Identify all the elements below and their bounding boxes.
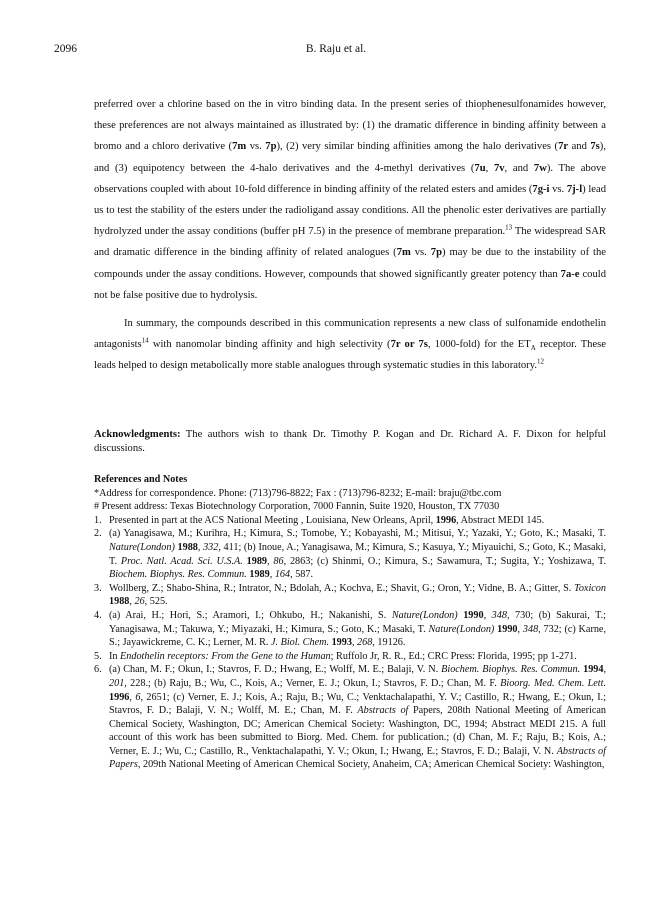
text-run: ; Ruffolo Jr, R. R., Ed.; CRC Press: Florida, 1995; pp 1-271. (330, 650, 577, 662)
text-run: The widespread SAR and dramatic difference in the binding affinity of related analogues ( (94, 226, 606, 259)
running-head: B. Raju et al. (305, 43, 367, 55)
text-run: , (603, 664, 607, 676)
journal-name: Nature(London) (428, 623, 495, 635)
text-run: preferred over a chlorine based on the in vitro binding data. In the present series of thiophenesulfonamides however, these preferences are not always maintained as illustrated by: (1) the dramatic difference in binding affinity between a bromo and a chloro derivative ( (94, 99, 606, 153)
year: 1996 (109, 691, 130, 703)
reference-number: 2. (94, 528, 102, 540)
reference-number: 4. (94, 609, 102, 621)
text-run: , (351, 637, 358, 649)
reference-number: 6. (94, 664, 102, 676)
text-run: could not be false positive due to hydrolysis. (94, 268, 606, 301)
present-address: # Present address: Texas Biotechnology Corporation, 7000 Fannin, Suite 1920, Houston, TX 77030 (94, 501, 500, 513)
text-run: In summary, the compounds described in this communication represents a new class of sulfonamide endothelin antagonists (94, 318, 606, 351)
volume: 268 (357, 637, 373, 649)
main-text (94, 94, 606, 377)
compound-label: 7p (430, 247, 442, 259)
text-run: Papers, 208th National Meeting of American Chemical Society, Washington, DC; American Chemical Society: Washington, DC, 1994; Abstract MEDI 215. A full account of this work has been submitted to Biorg. Med. Chem. for publication.; (d) Chan, M. F.; Raju, B.; Kois, A.; Verner, E. J.; Wu, C.; Castillo, R., Venktachalapathi, Y. V.; Okun, I.; Hwang, E.; Stavros, F. D.; Balaji, V. N. (109, 705, 607, 757)
compound-label: 7u (474, 162, 486, 174)
compound-label: 7m (396, 247, 411, 259)
compound-label: 7v (493, 162, 505, 174)
text-run: (a) Yanagisawa, M.; Kurihra, H.; Kimura, S.; Tomobe, Y.; Kobayashi, M.; Mitisui, Y.; Yazaki, Y.; Goto, K.; Masaki, T. (109, 528, 606, 540)
text-run: ) lead us to test the stability of the esters under the radioligand assay conditions. All the phenolic ester derivatives are partially hydrolyzed under the assay conditions (buffer pH 7.5) in the presence of membrane preparation. (94, 183, 606, 238)
journal-name: J. Biol. Chem. (271, 637, 330, 649)
text-run: receptor. These leads helped to design metabolically more stable analogues through systematic studies in this laboratory. (94, 339, 606, 372)
paragraph-1 (94, 94, 606, 306)
journal-name: Nature(London) (391, 609, 458, 621)
text-run: vs. (410, 247, 431, 259)
text-run: with nanomolar binding affinity and high selectivity ( (148, 339, 391, 351)
text-run: , 2863; (c) Shinmi, O.; Kimura, S.; Sawamura, T.; Sugita, Y.; Yoshizawa, T. (283, 555, 607, 567)
acknowledgments-label: Acknowledgments: (94, 429, 181, 440)
reference-item (94, 609, 606, 650)
compound-label: 7s (590, 141, 600, 153)
journal-name: Bioorg. Med. Chem. Lett. (500, 677, 606, 689)
text-run: ), (2) very similar binding affinities among the halo derivatives ( (276, 141, 559, 153)
paragraph-2 (94, 313, 606, 377)
volume: 201 (109, 677, 125, 689)
year: 1996 (435, 514, 457, 526)
text-run: (a) Arai, H.; Hori, S.; Aramori, I.; Ohkubo, H.; Nakanishi, S. (109, 609, 392, 621)
compound-label: 7p (265, 141, 277, 153)
compound-label: 7w (533, 162, 547, 174)
volume: 348 (522, 623, 539, 635)
volume: 348 (491, 609, 507, 621)
text-run: , (517, 623, 523, 635)
journal-name: Proc. Natl. Acad. Sci. U.S.A. (120, 555, 243, 567)
citation-superscript: 14 (141, 336, 149, 345)
volume: 86 (273, 555, 284, 567)
reference-item (94, 514, 606, 528)
text-run: , and (504, 162, 534, 174)
page-header (54, 43, 618, 59)
text-run: , (483, 609, 492, 621)
text-run: , (485, 162, 494, 174)
compound-label: 7r (558, 141, 569, 153)
volume: 164 (274, 569, 291, 581)
compound-label: 7j-l (566, 183, 583, 195)
text-run: , 19126. (372, 637, 406, 649)
text-run: , Abstract MEDI 145. (456, 514, 545, 526)
compound-label: 7a-e (560, 268, 580, 280)
reference-item (94, 650, 606, 664)
text-run: , (129, 596, 135, 608)
text-run: , 228.; (b) Raju, B.; Wu, C., Kois, A.; Verner, E. J.; Okun, I.; Stavros, F. D.; Chan, M. F. (124, 677, 501, 689)
compound-label: 7g-i (532, 183, 550, 195)
journal-name: Abstracts of (357, 705, 409, 717)
year: 1994 (583, 664, 604, 676)
compound-label: 7r or 7s (390, 339, 428, 351)
year: 1993 (331, 637, 352, 649)
reference-item (94, 663, 606, 772)
text-run: , 2651; (c) Verner, E. J.; Kois, A.; Raju, B.; Wu, C.; Venktachalapathi, Y. V.; Castillo, R.; Hwang, E.; Okun, I.; Stavros, F. D.; Balaji, V. N.; Wolff, M. E.; Chan, M. F. (109, 691, 606, 717)
reference-number: 5. (94, 650, 102, 662)
citation-superscript: 12 (536, 357, 544, 366)
journal-name: Biochem. Biophys. Res. Commun. (109, 569, 247, 581)
reference-item (94, 582, 606, 609)
text-run: vs. (549, 183, 567, 195)
text-run: , 730; (b) Sakurai, T.; Yanagisawa, M.; Takuwa, Y.; Miyazaki, H.; Kimura, S.; Goto, K.; Masaki, T. (109, 609, 606, 635)
acknowledgments (94, 428, 606, 456)
references-title: References and Notes (94, 474, 188, 485)
text-run: , (269, 569, 275, 581)
journal-name: Nature(London) (109, 541, 175, 553)
reference-number: 1. (94, 514, 102, 526)
volume: 6 (135, 691, 141, 703)
text-run: , 1000-fold) for the ET (427, 339, 531, 351)
page-number: 2096 (54, 43, 77, 55)
compound-label: 7m (232, 141, 247, 153)
year: 1990 (463, 609, 484, 621)
year: 1988 (109, 596, 130, 608)
year: 1988 (177, 541, 198, 553)
reference-item (94, 527, 606, 581)
journal-name: Toxicon (574, 582, 606, 594)
text-run: , 732; (c) Karne, S.; Jayawickreme, C. K.; Lerner, M. R. (109, 623, 606, 649)
text-run: ) may be due to the instability of the compounds under the assay conditions. However, compounds that showed significantly greater potency than (94, 247, 606, 280)
text-run: , 209th National Meeting of American Chemical Society, Anaheim, CA; American Chemical Society: Washington, (137, 759, 605, 771)
text-run: ). The above observations coupled with about 10-fold difference in binding affinity of the related esters and amides ( (94, 162, 607, 195)
references-section (94, 473, 606, 772)
year: 1990 (497, 623, 518, 635)
journal-name: Abstracts of Papers (109, 745, 606, 771)
correspondence-address: *Address for correspondence. Phone: (713)796-8822; Fax : (713)796-8232; E-mail: braju@tbc.com (94, 487, 502, 499)
volume: 26 (134, 596, 145, 608)
journal-name: Biochem. Biophys. Res. Commun. (441, 664, 581, 676)
text-run: vs. (246, 141, 266, 153)
text-run: (a) Chan, M. F.; Okun, I.; Stavros, F. D.; Hwang, E.; Wolff, M. E.; Balaji, V. N. (109, 664, 442, 676)
citation-superscript: 13 (505, 223, 513, 232)
text-run: , (197, 541, 204, 553)
acknowledgments-text: The authors wish to thank Dr. Timothy P. Kogan and Dr. Richard A. F. Dixon for helpful discussions. (94, 429, 606, 454)
subscript: A (530, 344, 536, 353)
text-run: ), and (3) equipotency between the 4-halo derivatives and the 4-methyl derivatives ( (94, 141, 606, 174)
text-run: , (129, 691, 136, 703)
year: 1989 (246, 555, 268, 567)
book-title: Endothelin receptors: From the Gene to the Human (120, 650, 331, 662)
text-run: , (267, 555, 274, 567)
text-run: In (109, 650, 121, 662)
text-run: Wollberg, Z.; Shabo-Shina, R.; Intrator, N.; Bdolah, A.; Kochva, E.; Shavit, G.; Oron, Y.; Vidne, B. A.; Gitter, S. (109, 582, 575, 594)
volume: 332 (203, 541, 219, 553)
text-run: and (568, 141, 591, 153)
reference-number: 3. (94, 582, 102, 594)
text-run: , 587. (290, 569, 314, 581)
text-run: , 411; (b) Inoue, A.; Yanagisawa, M.; Kimura, S.; Kasuya, Y.; Miyauichi, S.; Goto, K.; Masaki, T. (109, 541, 607, 567)
text-run: , 525. (144, 596, 168, 608)
year: 1989 (249, 569, 270, 581)
text-run: Presented in part at the ACS National Meeting , Louisiana, New Orleans, April, (109, 514, 436, 526)
